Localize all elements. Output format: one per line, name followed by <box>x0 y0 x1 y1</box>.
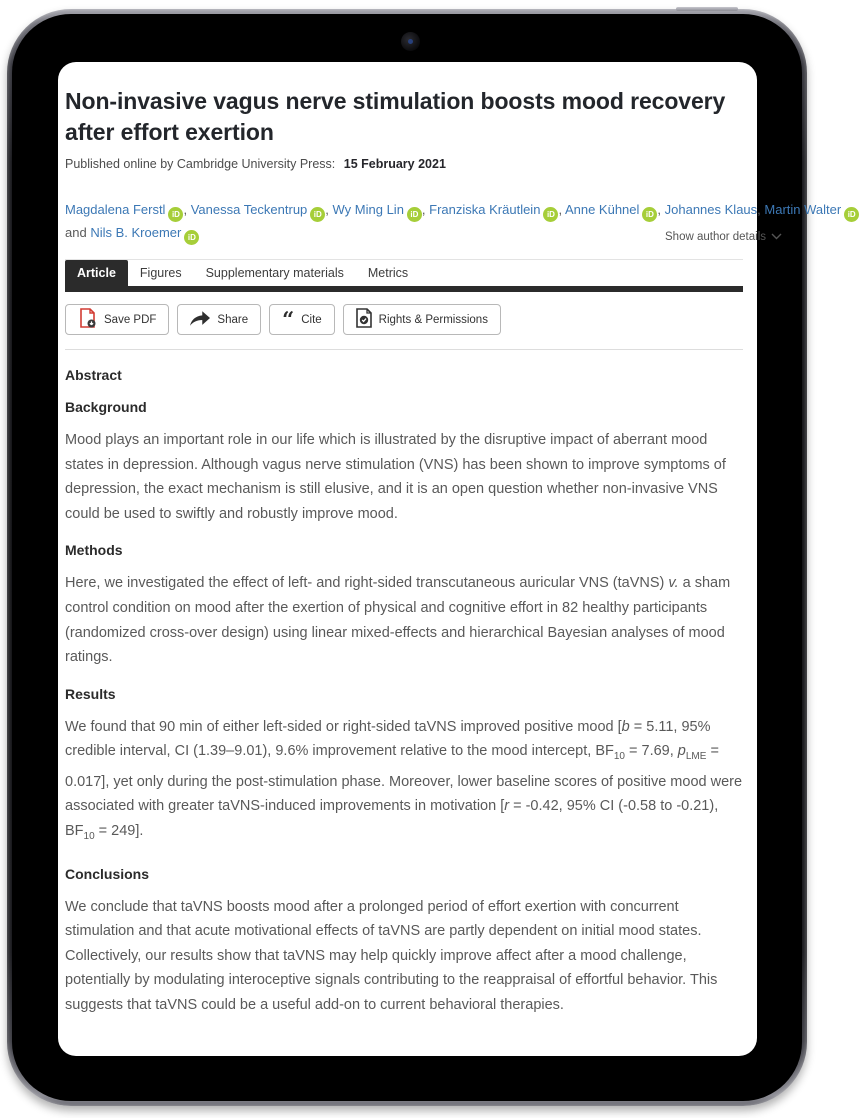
abstract-sections <box>65 399 743 1017</box>
author-separator: , <box>183 202 191 217</box>
text-run: = -0.42, 95% CI (-0.58 to -0.21), BF <box>65 798 719 840</box>
section-heading-methods: Methods <box>65 542 123 559</box>
author-unit <box>191 202 333 217</box>
published-line <box>65 157 743 171</box>
orcid-id-icon[interactable]: iD <box>184 230 199 245</box>
published-date: 15 February 2021 <box>343 157 446 171</box>
article-page <box>58 62 856 1056</box>
tab-supplementary-materials[interactable]: Supplementary materials <box>205 266 344 280</box>
page-title: Non-invasive vagus nerve stimulation boosts mood recovery after effort exertion <box>65 88 726 145</box>
tab-figures[interactable]: Figures <box>139 266 182 280</box>
section-heading-conclusions: Conclusions <box>65 865 150 882</box>
action-label: Share <box>217 313 249 326</box>
author-separator: , <box>657 202 665 217</box>
author-link[interactable]: Anne Kühnel <box>564 202 640 217</box>
power-button <box>676 7 738 11</box>
text-run: a sham control condition on mood after the exertion of physical and cognitive effort in 82 healthy participants (randomized cross-over design) using linear mixed-effects and hierarchical Bayesian analyses of mood ratings. <box>65 575 731 666</box>
section-paragraph <box>65 715 743 850</box>
text-run: p <box>677 743 686 760</box>
author-link[interactable]: Vanessa Teckentrup <box>190 202 308 217</box>
author-separator: , <box>757 202 765 217</box>
text-run: We conclude that taVNS boosts mood after a prolonged period of effort exertion with concurrent stimulation and that acute motivational effects of taVNS are partly dependent on initial mood states. Collectively, our results show that taVNS may help quickly improve affect after a mood challenge, potentially by modulating interoceptive signals contributing to the reappraisal of effortful behavior. This suggests that taVNS could be a useful add-on to current behavioral therapies. <box>65 898 718 1013</box>
orcid-id-icon[interactable]: iD <box>407 207 422 222</box>
action-toolbar <box>65 292 743 350</box>
orcid-id-icon[interactable]: iD <box>642 207 657 222</box>
author-unit <box>565 202 665 217</box>
text-run: LME <box>685 751 707 763</box>
text-run: b <box>621 718 630 735</box>
chevron-down-icon <box>771 231 782 243</box>
rights-icon <box>356 308 372 331</box>
section-paragraph <box>65 895 743 1018</box>
front-camera-icon <box>401 32 420 51</box>
author-separator: , <box>558 202 565 217</box>
share-icon <box>190 311 210 329</box>
share-button[interactable] <box>177 304 261 335</box>
quote-icon: “ <box>282 307 295 332</box>
abstract-heading: Abstract <box>65 367 122 383</box>
orcid-id-icon[interactable]: iD <box>168 207 183 222</box>
text-run: v. <box>668 575 679 592</box>
action-label: Cite <box>301 313 322 326</box>
cite-button[interactable] <box>269 304 335 335</box>
pdf-icon <box>78 308 97 331</box>
text-run: Mood plays an important role in our life which is illustrated by the disruptive impact of aberrant mood states in depression. Although vagus nerve stimulation (VNS) has been shown to improve symptoms of depression, the exact mechanism is still elusive, and it is an open question whether non-invasive VNS could be used to swiftly and robustly improve mood. <box>65 432 726 522</box>
author-unit <box>429 202 565 217</box>
author-link[interactable]: Wy Ming Lin <box>332 202 404 217</box>
action-label: Rights & Permissions <box>378 313 488 326</box>
section-paragraph <box>65 428 743 526</box>
text-run: 10 <box>83 830 95 842</box>
text-run: = 249]. <box>94 823 144 840</box>
tab-article[interactable]: Article <box>65 260 128 286</box>
author-unit <box>90 225 199 240</box>
author-unit <box>333 202 430 217</box>
action-label: Save PDF <box>104 313 157 326</box>
section-heading-results: Results <box>65 685 116 702</box>
and-label: and <box>65 225 87 240</box>
text-run: = 0.017], yet only during the post-stimulation phase. Moreover, lower baseline scores of positive mood were associated with greater taVNS-induced improvements in motivation [ <box>65 743 743 815</box>
orcid-id-icon[interactable]: iD <box>543 207 558 222</box>
author-separator: , <box>421 202 430 217</box>
rights-permissions-button[interactable] <box>343 304 501 335</box>
save-pdf-button[interactable] <box>65 304 169 335</box>
author-unit <box>665 202 765 217</box>
section-heading-background: Background <box>65 399 147 415</box>
author-link[interactable]: Johannes Klaus <box>664 202 758 217</box>
published-label: Published online by Cambridge University Press: <box>65 157 336 171</box>
show-author-details-label: Show author details <box>665 231 767 243</box>
author-link[interactable]: Martin Walter <box>764 202 842 217</box>
author-link[interactable]: Franziska Kräutlein <box>429 202 541 217</box>
text-run: r <box>504 798 510 815</box>
text-run: Here, we investigated the effect of left- and right-sided transcutaneous auricular VNS (taVNS) <box>65 575 669 592</box>
text-run: We found that 90 min of either left-sided or right-sided taVNS improved positive mood [ <box>65 718 622 735</box>
text-run: = 5.11, 95% credible interval, CI (1.39–9.01), 9.6% improvement relative to the mood intercept, BF <box>65 718 711 760</box>
show-author-details-toggle[interactable] <box>665 231 782 245</box>
text-run: = 7.69, <box>624 743 678 760</box>
tab-metrics[interactable]: Metrics <box>367 266 409 280</box>
text-run: 10 <box>613 751 625 763</box>
author-link[interactable]: Nils B. Kroemer <box>90 225 182 240</box>
orcid-id-icon[interactable]: iD <box>310 207 325 222</box>
author-unit <box>65 202 191 217</box>
screen <box>58 62 856 1056</box>
orcid-id-icon[interactable]: iD <box>844 207 859 222</box>
tab-strip <box>65 259 743 292</box>
author-row <box>65 199 856 245</box>
section-paragraph <box>65 571 743 669</box>
author-link[interactable]: Magdalena Ferstl <box>65 202 166 217</box>
author-unit <box>764 202 859 217</box>
author-separator: , <box>325 202 333 217</box>
